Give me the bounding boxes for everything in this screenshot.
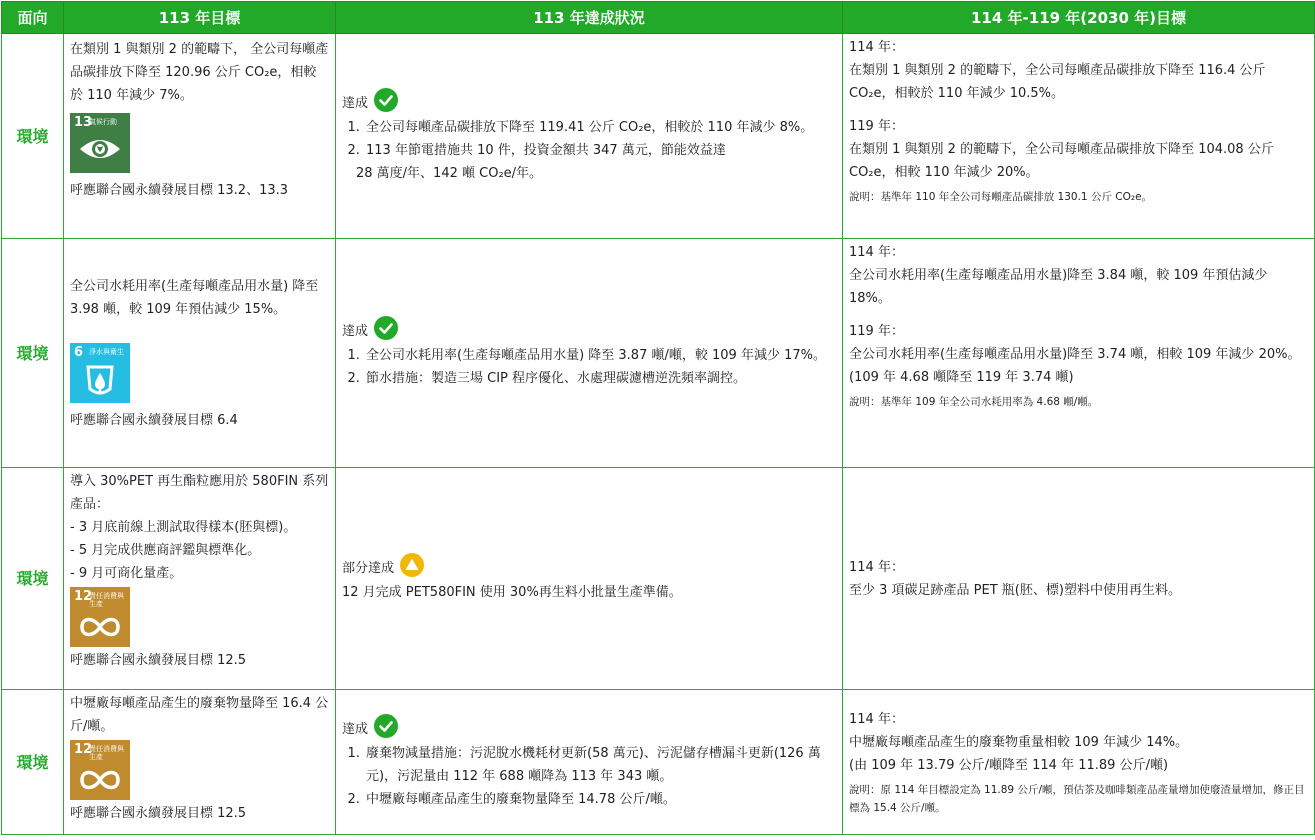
target-119-text: 在類別 1 與類別 2 的範疇下，全公司每噸產品碳排放下降至 104.08 公斤 CO₂e，相較 110 年減少 20%。	[849, 142, 1274, 180]
status-label: 部分達成	[342, 561, 395, 576]
target-114-label: 114 年：	[849, 711, 904, 727]
sustainability-targets-table	[1, 1, 1315, 835]
sdg-label: 氣候行動	[89, 118, 117, 126]
status-label: 達成	[342, 324, 369, 339]
check-circle-icon	[374, 714, 398, 738]
target-note: 說明：基準年 109 年全公司水耗用率為 4.68 噸/噸。	[849, 396, 1099, 408]
target-cell	[843, 34, 1315, 239]
target-114-text: 至少 3 項碳足跡產品 PET 瓶(胚、標)塑料中使用再生料。	[849, 582, 1181, 598]
goal-cell	[64, 690, 336, 835]
sdg-number: 12	[74, 589, 93, 604]
header-113-status: 113 年達成狀況	[336, 2, 843, 34]
target-note: 說明：基準年 110 年全公司每噸產品碳排放 130.1 公斤 CO₂e。	[849, 191, 1153, 203]
goal-line: - 3 月底前線上測試取得樣本(胚與標)。	[70, 520, 297, 535]
target-119-text: 全公司水耗用率(生產每噸產品用水量)降至 3.74 噸，相較 109 年減少 20%。	[849, 347, 1301, 362]
check-circle-icon	[374, 316, 398, 340]
warning-circle-icon	[400, 553, 424, 577]
target-119-extra: (109 年 4.68 噸降至 119 年 3.74 噸)	[849, 370, 1074, 385]
status-list	[342, 742, 836, 811]
target-note: 說明：原 114 年目標設定為 11.89 公斤/噸，預估茶及咖啡類產品產量增加使廢渣量增加，修正目標為 15.4 公斤/噸。	[849, 783, 1305, 814]
status-cell	[336, 690, 843, 835]
target-114-label: 114 年：	[849, 245, 904, 260]
list-item: 2. 中壢廠每噸產品產生的廢棄物量降至 14.78 公斤/噸。	[364, 788, 836, 811]
sdg-12-badge	[70, 587, 130, 647]
target-114-text: 中壢廠每噸產品產生的廢棄物重量相較 109 年減少 14%。	[849, 734, 1189, 750]
status-line	[342, 88, 836, 114]
target-cell	[843, 468, 1315, 690]
water-drop-icon	[70, 343, 130, 403]
target-114-extra: (由 109 年 13.79 公斤/噸降至 114 年 11.89 公斤/噸)	[849, 757, 1169, 773]
target-119-label: 119 年：	[849, 119, 904, 134]
sdg-6-badge	[70, 343, 130, 403]
sdg-label: 淨水與衛生	[89, 347, 124, 356]
status-list	[342, 116, 836, 162]
goal-cell	[64, 468, 336, 690]
goal-text: 導入 30%PET 再生酯粒應用於 580FIN 系列產品：	[70, 474, 329, 512]
status-line	[342, 714, 836, 740]
sdg-label: 責任消費與生產	[89, 592, 124, 608]
sdg-label: 責任消費與生產	[89, 745, 124, 761]
status-cell	[336, 468, 843, 690]
sdg-number: 12	[74, 742, 93, 757]
status-cell	[336, 239, 843, 468]
check-circle-icon	[374, 88, 398, 112]
header-facet: 面向	[2, 2, 64, 34]
sdg-caption: 呼應聯合國永續發展目標 12.5	[70, 653, 247, 668]
header-113-goal: 113 年目標	[64, 2, 336, 34]
facet-cell: 環境	[2, 690, 64, 835]
infinity-icon	[70, 587, 130, 647]
goal-line: - 5 月完成供應商評鑑與標準化。	[70, 543, 261, 558]
facet-cell: 環境	[2, 34, 64, 239]
list-item: 1. 廢棄物減量措施：污泥脫水機耗材更新(58 萬元)、污泥儲存槽漏斗更新(126 萬元)，污泥量由 112 年 688 噸降為 113 年 343 噸。	[364, 742, 836, 788]
infinity-icon	[70, 740, 130, 800]
sdg-number: 13	[74, 115, 93, 130]
goal-cell	[64, 239, 336, 468]
table-row	[2, 239, 1315, 468]
sdg-caption: 呼應聯合國永續發展目標 6.4	[70, 412, 238, 428]
goal-text: 在類別 1 與類別 2 的範疇下， 全公司每噸產品碳排放下降至 120.96 公斤 CO₂e，相較於 110 年減少 7%。	[70, 42, 329, 103]
sdg-13-badge	[70, 113, 130, 173]
target-114-label: 114 年：	[849, 40, 904, 55]
list-item-continued: 28 萬度/年、142 噸 CO₂e/年。	[356, 165, 543, 181]
goal-line: - 9 月可商化量產。	[70, 566, 183, 581]
sdg-caption: 呼應聯合國永續發展目標 13.2、13.3	[70, 183, 289, 198]
goal-cell	[64, 34, 336, 239]
status-list	[342, 344, 836, 390]
sdg-number: 6	[74, 344, 84, 360]
table-row	[2, 468, 1315, 690]
list-item: 2. 113 年節電措施共 10 件，投資金額共 347 萬元，節能效益達	[364, 139, 836, 162]
list-item: 1. 全公司每噸產品碳排放下降至 119.41 公斤 CO₂e，相較於 110 年減少 8%。	[364, 116, 836, 139]
target-119-label: 119 年：	[849, 324, 904, 339]
status-cell	[336, 34, 843, 239]
header-114-119-goal: 114 年-119 年(2030 年)目標	[843, 2, 1315, 34]
status-line	[342, 316, 836, 342]
facet-cell: 環境	[2, 468, 64, 690]
list-item: 1. 全公司水耗用率(生產每噸產品用水量) 降至 3.87 噸/噸，較 109 年減少 17%。	[364, 344, 836, 367]
target-114-text: 在類別 1 與類別 2 的範疇下，全公司每噸產品碳排放下降至 116.4 公斤 CO₂e，相較於 110 年減少 10.5%。	[849, 63, 1266, 101]
status-text: 12 月完成 PET580FIN 使用 30%再生料小批量生產準備。	[342, 585, 682, 600]
target-114-label: 114 年：	[849, 559, 904, 575]
status-line	[342, 553, 836, 579]
sdg-12-badge	[70, 740, 130, 800]
table-row	[2, 34, 1315, 239]
target-cell	[843, 690, 1315, 835]
eye-globe-icon	[70, 113, 130, 173]
table-row	[2, 690, 1315, 835]
target-114-text: 全公司水耗用率(生產每噸產品用水量)降至 3.84 噸，較 109 年預估減少 18%。	[849, 268, 1268, 306]
status-label: 達成	[342, 95, 369, 111]
status-label: 達成	[342, 721, 369, 737]
list-item: 2. 節水措施：製造三場 CIP 程序優化、水處理碳濾槽逆洗頻率調控。	[364, 367, 836, 390]
header-row	[2, 2, 1315, 34]
facet-cell: 環境	[2, 239, 64, 468]
target-cell	[843, 239, 1315, 468]
sdg-caption: 呼應聯合國永續發展目標 12.5	[70, 806, 247, 821]
goal-text: 中壢廠每噸產品產生的廢棄物量降至 16.4 公斤/噸。	[70, 696, 329, 734]
goal-text: 全公司水耗用率(生產每噸產品用水量) 降至 3.98 噸，較 109 年預估減少 15%。	[70, 278, 319, 317]
